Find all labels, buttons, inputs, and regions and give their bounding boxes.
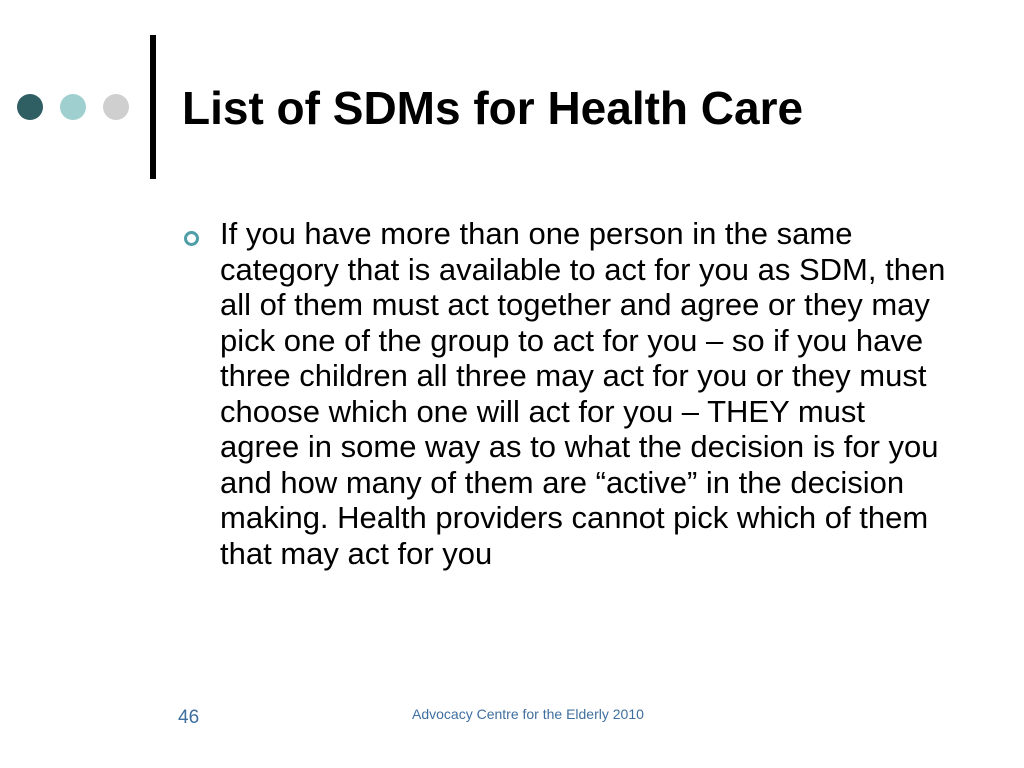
slide-title: List of SDMs for Health Care xyxy=(182,82,804,134)
title-divider xyxy=(150,35,156,179)
footer-text: Advocacy Centre for the Elderly 2010 xyxy=(412,706,644,722)
bullet-list xyxy=(183,216,953,571)
page-number: 46 xyxy=(178,707,200,728)
bullet-item xyxy=(183,216,953,571)
light-teal-dot-icon xyxy=(60,94,86,120)
dark-teal-dot-icon xyxy=(17,94,43,120)
hollow-circle-bullet-icon xyxy=(184,231,199,246)
grey-dot-icon xyxy=(103,94,129,120)
bullet-text: If you have more than one person in the same category that is available to act for you as SDM, then all of them must act together and agree or they may pick one of the group to act for you – so if you have three children all three may act for you or they must choose which one will act for you – THEY must agree in some way as to what the decision is for you and how many of them are “active” in the decision making. Health providers cannot pick which of them that may act for you xyxy=(220,216,946,571)
